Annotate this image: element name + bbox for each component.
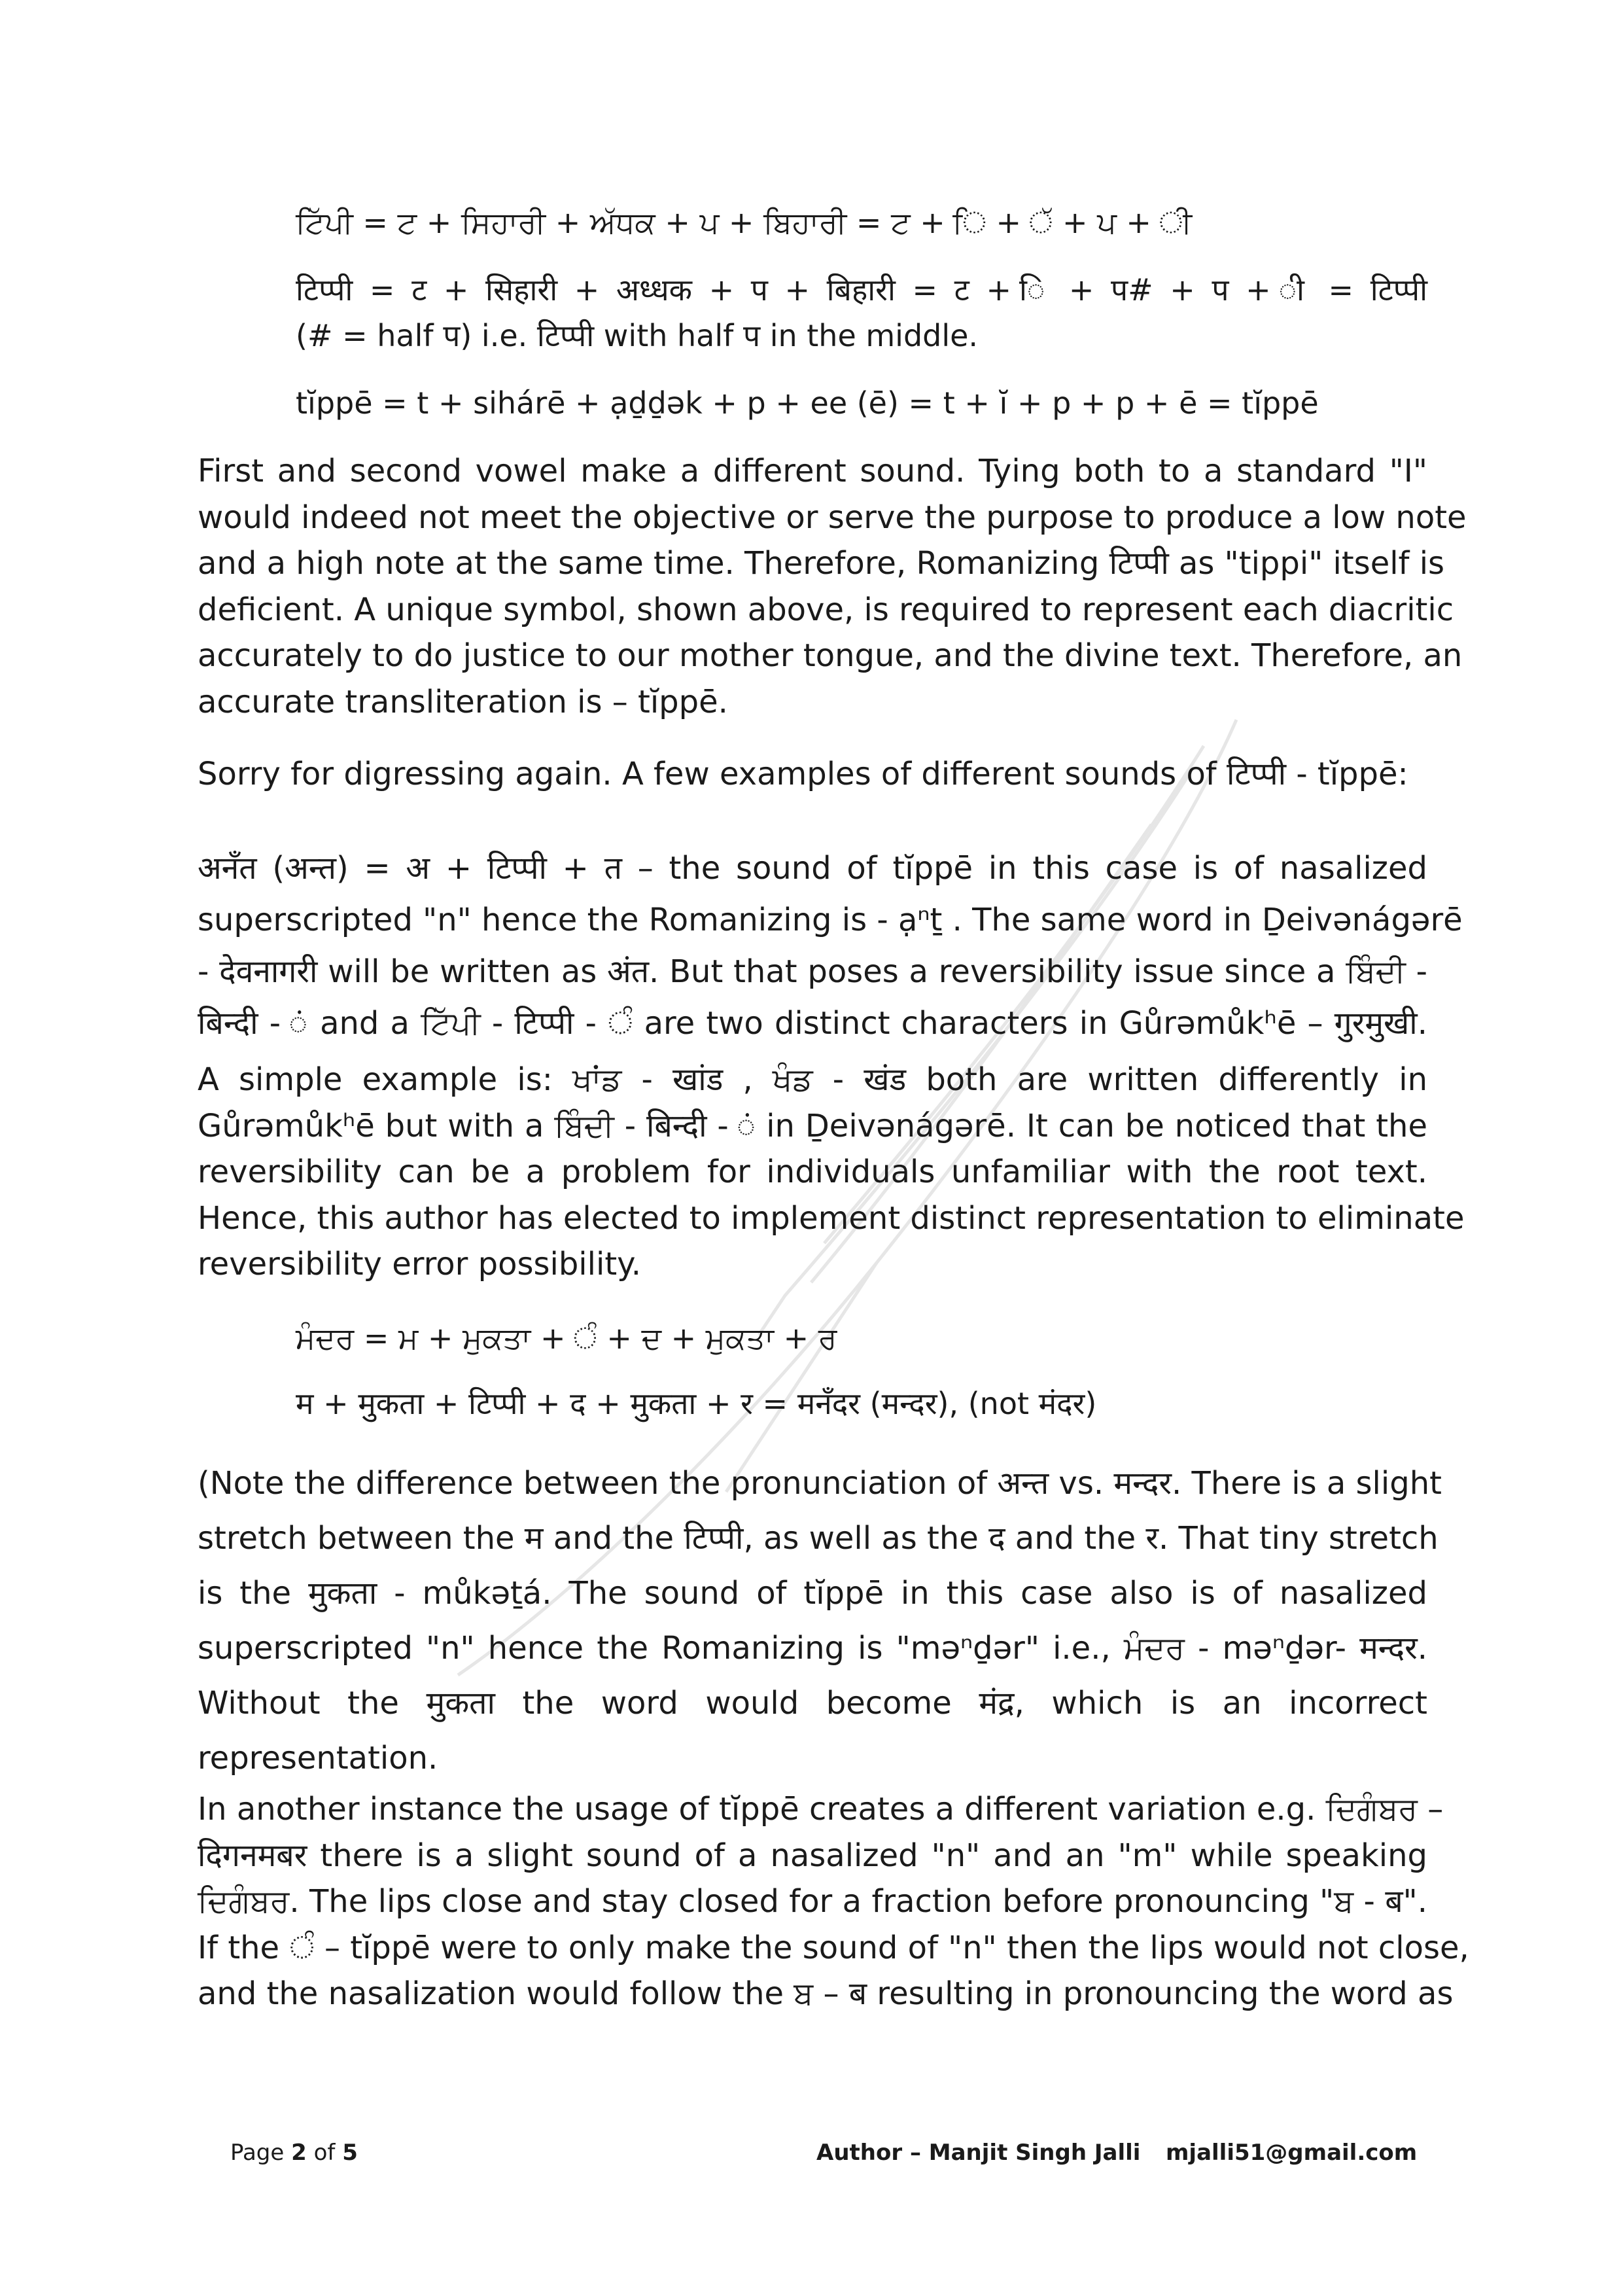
footer-author: Author – Manjit Singh Jalli <box>816 2140 1141 2166</box>
page-number-of: of <box>306 2140 343 2166</box>
paragraph-vowel-sounds <box>198 448 1467 725</box>
page-number <box>230 2140 358 2166</box>
example-gurmukhi-mandar: ਮੰਦਰ = ਮ + ਮੁਕਤਾ + ੰ + ਦ + ਮੁਕਤਾ + ਰ <box>296 1320 837 1356</box>
paragraph-line: बिन्दी - ं and a ਟਿੱਪੀ - टिप्पी - ੰ are two distinct characters in Gůrəmůkʰē – गुरमुखी. <box>198 1005 1427 1042</box>
paragraph-line: accurate transliteration is – tĭppē. <box>198 683 728 720</box>
paragraph-line: A simple example is: ਖਾਂਡ - खांड , ਖੰਡ - खंड both are written differently in <box>198 1061 1427 1098</box>
paragraph-digressing <box>198 751 1427 798</box>
paragraph-line: Gůrəmůkʰē but with a ਬਿੰਦੀ - बिन्दी - ं in Ḏeivənágərē. It can be noticed that the <box>198 1107 1427 1144</box>
formula-roman-tippe: tĭppē = t + sihárē + ạḏḏək + p + ee (ē) = t + ĭ + p + p + ē = tĭppē <box>296 385 1319 421</box>
paragraph-line: If the ੰ – tĭppē were to only make the sound of "n" then the lips would not close, <box>198 1929 1469 1966</box>
paragraph-line: is the मुकता - můkəṯá. The sound of tĭppē in this case also is of nasalized <box>198 1575 1427 1612</box>
paragraph-line: and a high note at the same time. Therefore, Romanizing टिप्पी as "tippi" itself is <box>198 545 1445 582</box>
footer-email: mjalli51@gmail.com <box>1166 2140 1418 2166</box>
paragraph-mukta-note <box>198 1456 1442 1786</box>
paragraph-line: reversibility can be a problem for individuals unfamiliar with the root text. <box>198 1154 1427 1190</box>
formula-hindi-tippi-line1: टिप्पी = ट + सिहारी + अध्धक + प + बिहारी = ट + ि + प# + प + ी = टिप्पी <box>296 272 1427 308</box>
paragraph-ant-example <box>198 843 1463 1050</box>
page-number-prefix: Page <box>230 2140 292 2166</box>
paragraph-line: अनँत (अन्त) = अ + टिप्पी + त – the sound of tĭppē in this case is of nasalized <box>198 850 1427 887</box>
paragraph-line: deficient. A unique symbol, shown above, is required to represent each diacritic <box>198 591 1454 628</box>
paragraph-line: - देवनागरी will be written as अंत. But that poses a reversibility issue since a ਬਿੰਦੀ - <box>198 953 1427 990</box>
paragraph-digambar-example <box>198 1786 1469 2017</box>
paragraph-line: representation. <box>198 1740 438 1776</box>
formula-hindi-tippi-line2: (# = half प) i.e. टिप्पी with half प in the middle. <box>296 318 979 353</box>
paragraph-line: (Note the difference between the pronunciation of अन्त vs. मन्दर. There is a slight <box>198 1465 1442 1502</box>
paragraph-line: Without the मुकता the word would become मंद्र, which is an incorrect <box>198 1685 1427 1722</box>
paragraph-line: and the nasalization would follow the ਬ – ब resulting in pronouncing the word as <box>198 1975 1454 2012</box>
paragraph-line: Sorry for digressing again. A few examples of different sounds of टिप्पी - tĭppē: <box>198 756 1408 792</box>
example-hindi-mandar: म + मुकता + टिप्पी + द + मुकता + र = मनँदर (मन्दर), (not मंदर) <box>296 1386 1097 1421</box>
formula-gurmukhi-tippi: ਟਿੱਪੀ = ਟ + ਸਿਹਾਰੀ + ਅੱਧਕ + ਪ + ਬਿਹਾਰੀ = ਟ + ਿ + ੱ + ਪ + ੀ <box>296 205 1193 240</box>
paragraph-line: दिगनमबर there is a slight sound of a nasalized "n" and an "m" while speaking <box>198 1837 1427 1874</box>
paragraph-line: reversibility error possibility. <box>198 1246 641 1282</box>
paragraph-line: superscripted "n" hence the Romanizing is "məⁿḏər" i.e., ਮੰਦਰ - məⁿḏər- मन्दर. <box>198 1630 1427 1667</box>
page-number-total: 5 <box>342 2140 358 2166</box>
paragraph-line: First and second vowel make a different sound. Tying both to a standard "I" <box>198 453 1427 489</box>
paragraph-line: accurately to do justice to our mother tongue, and the divine text. Therefore, an <box>198 637 1463 674</box>
paragraph-line: In another instance the usage of tĭppē creates a different variation e.g. ਦਿਗੰਬਰ – <box>198 1791 1444 1828</box>
paragraph-line: superscripted "n" hence the Romanizing is - ạⁿṯ . The same word in Ḏeivənágərē <box>198 902 1463 938</box>
paragraph-khand-example <box>198 1057 1465 1288</box>
paragraph-line: would indeed not meet the objective or serve the purpose to produce a low note <box>198 499 1467 536</box>
paragraph-line: stretch between the म and the टिप्पी, as well as the द and the र. That tiny stretch <box>198 1520 1439 1557</box>
paragraph-line: ਦਿਗੰਬਰ. The lips close and stay closed for a fraction before pronouncing "ਬ - ब". <box>198 1883 1427 1920</box>
page-number-current: 2 <box>291 2140 307 2166</box>
paragraph-line: Hence, this author has elected to implement distinct representation to eliminate <box>198 1199 1465 1237</box>
